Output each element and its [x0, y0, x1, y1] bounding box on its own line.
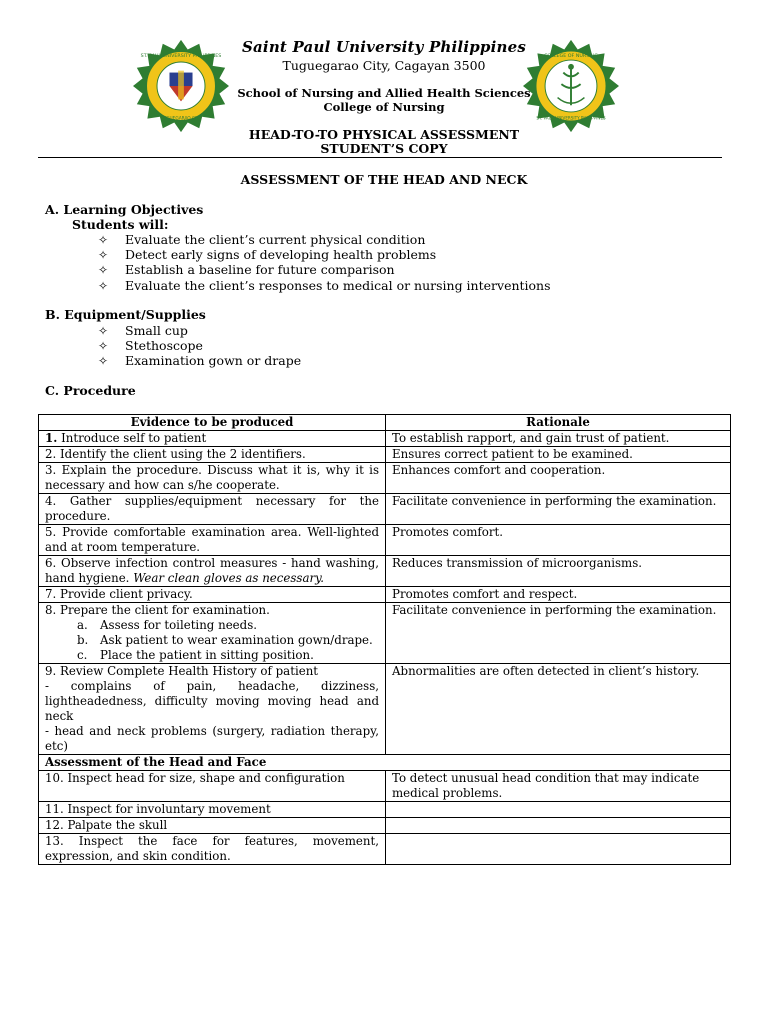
list-item [98, 338, 301, 353]
learning-objectives-lead: Students will: [72, 217, 169, 232]
sub-step [45, 618, 379, 633]
table-row [39, 463, 731, 494]
rationale-cell: To detect unusual head condition that may indicate medical problems. [386, 771, 731, 802]
document-subtitle: STUDENT’S COPY [320, 141, 448, 156]
evidence-text: 2. Identify the client using the 2 identifiers. [45, 447, 306, 461]
diamond-bullet-icon: ✧ [98, 263, 109, 278]
history-line: - head and neck problems (surgery, radiation therapy, etc) [45, 724, 379, 753]
evidence-text: 5. Provide comfortable examination area. Well-lighted and at room temperature. [45, 525, 379, 554]
list-item-text: Detect early signs of developing health problems [125, 247, 437, 263]
table-row [39, 587, 731, 603]
table-header-row [39, 415, 731, 431]
evidence-cell [39, 431, 386, 447]
seal-left-bottom-text: TUGUEGARAO CITY [160, 116, 202, 122]
table-row [39, 603, 731, 664]
list-item-text: Small cup [125, 323, 188, 338]
table-row [39, 664, 731, 755]
list-item-text: Evaluate the client’s responses to medical or nursing interventions [125, 277, 551, 293]
seal-right-text: COLLEGE OF NURSING [544, 54, 598, 60]
evidence-cell [39, 463, 386, 494]
table-row [39, 525, 731, 556]
seal-right-bottom-text: ST. PAUL UNIVERSITY PHILIPPINES [536, 115, 606, 121]
list-item [98, 262, 551, 277]
list-item-text: Evaluate the client’s current physical condition [125, 232, 426, 247]
header-divider [38, 157, 722, 158]
evidence-text: 13. Inspect the face for features, movement, expression, and skin condition. [45, 834, 379, 863]
learning-objectives-list [98, 232, 551, 293]
rationale-cell: Enhances comfort and cooperation. [386, 463, 731, 494]
rationale-cell: Ensures correct patient to be examined. [386, 447, 731, 463]
section-heading: ASSESSMENT OF THE HEAD AND NECK [240, 172, 528, 187]
evidence-cell [39, 834, 386, 865]
evidence-cell [39, 447, 386, 463]
diamond-bullet-icon: ✧ [98, 278, 109, 293]
table-row [39, 802, 731, 818]
university-city: Tuguegarao City, Cagayan 3500 [282, 58, 486, 73]
rationale-cell: Promotes comfort and respect. [386, 587, 731, 603]
evidence-text: 3. Explain the procedure. Discuss what it is, why it is necessary and how can s/he cooperate. [45, 463, 379, 492]
evidence-cell [39, 818, 386, 834]
list-item [98, 323, 301, 338]
evidence-text: 4. Gather supplies/equipment necessary for the procedure. [45, 494, 379, 523]
sub-step-text: Place the patient in sitting position. [100, 648, 314, 662]
sub-step-letter: a. [77, 618, 88, 632]
table-row [39, 431, 731, 447]
document-title: HEAD-TO-TO PHYSICAL ASSESSMENT [248, 127, 520, 142]
college-name: College of Nursing [323, 100, 445, 114]
school-name: School of Nursing and Allied Health Sciences [237, 86, 531, 100]
table-row [39, 447, 731, 463]
table-row [39, 771, 731, 802]
evidence-text: 9. Review Complete Health History of patient [45, 664, 319, 678]
table-row [39, 556, 731, 587]
list-item [98, 232, 551, 247]
equipment-list [98, 323, 301, 369]
rationale-cell [386, 818, 731, 834]
learning-objectives-title: A. Learning Objectives [45, 202, 204, 217]
evidence-text: 11. Inspect for involuntary movement [45, 802, 271, 816]
evidence-italic-text: Wear clean gloves as necessary. [133, 571, 325, 585]
table-row [39, 818, 731, 834]
table-row [39, 834, 731, 865]
university-name: Saint Paul University Philippines [241, 38, 527, 56]
procedure-table [38, 414, 731, 865]
table-row [39, 755, 731, 771]
sub-step [45, 648, 379, 663]
diamond-bullet-icon: ✧ [98, 324, 109, 338]
procedure-title: C. Procedure [45, 383, 136, 398]
evidence-text: 12. Palpate the skull [45, 818, 168, 832]
table-row [39, 494, 731, 525]
diamond-bullet-icon: ✧ [98, 248, 109, 263]
list-item [98, 278, 551, 293]
table-section-row: Assessment of the Head and Face [39, 755, 731, 771]
header-rationale: Rationale [386, 415, 731, 431]
evidence-text: Introduce self to patient [57, 431, 207, 445]
evidence-text: 7. Provide client privacy. [45, 587, 193, 601]
list-item [98, 353, 301, 368]
header-evidence: Evidence to be produced [39, 415, 386, 431]
sub-step-text: Assess for toileting needs. [100, 618, 258, 632]
history-line: - complains of pain, headache, dizziness, lightheadedness, difficulty moving moving head and neck [45, 679, 379, 723]
rationale-cell [386, 802, 731, 818]
sub-step-letter: c. [77, 648, 88, 662]
evidence-cell [39, 771, 386, 802]
list-item-text: Examination gown or drape [125, 353, 302, 369]
list-item-text: Establish a baseline for future comparison [125, 262, 395, 278]
evidence-cell [39, 587, 386, 603]
rationale-cell: To establish rapport, and gain trust of patient. [386, 431, 731, 447]
step-number: 1. [45, 431, 58, 445]
sub-step-text: Ask patient to wear examination gown/drape. [100, 633, 373, 647]
rationale-cell: Promotes comfort. [386, 525, 731, 556]
evidence-cell [39, 525, 386, 556]
seal-left-text: ST. PAUL UNIVERSITY PHILIPPINES [140, 54, 222, 60]
evidence-text: 6. Observe infection control measures - hand washing, hand hygiene. [45, 556, 379, 585]
evidence-text: 8. Prepare the client for examination. [45, 603, 270, 617]
equipment-title: B. Equipment/Supplies [45, 307, 206, 322]
evidence-text: 10. Inspect head for size, shape and configuration [45, 771, 345, 785]
diamond-bullet-icon: ✧ [98, 339, 109, 354]
rationale-cell: Facilitate convenience in performing the examination. [386, 494, 731, 525]
evidence-cell [39, 494, 386, 525]
sub-step [45, 633, 379, 648]
evidence-cell [39, 664, 386, 755]
list-item [98, 247, 551, 262]
sub-step-letter: b. [77, 633, 89, 647]
rationale-cell: Abnormalities are often detected in client’s history. [386, 664, 731, 755]
diamond-bullet-icon: ✧ [98, 354, 109, 369]
rationale-cell [386, 834, 731, 865]
rationale-cell: Facilitate convenience in performing the examination. [386, 603, 731, 664]
evidence-cell [39, 556, 386, 587]
rationale-cell: Reduces transmission of microorganisms. [386, 556, 731, 587]
diamond-bullet-icon: ✧ [98, 233, 109, 247]
evidence-cell [39, 802, 386, 818]
list-item-text: Stethoscope [125, 338, 203, 354]
evidence-cell [39, 603, 386, 664]
